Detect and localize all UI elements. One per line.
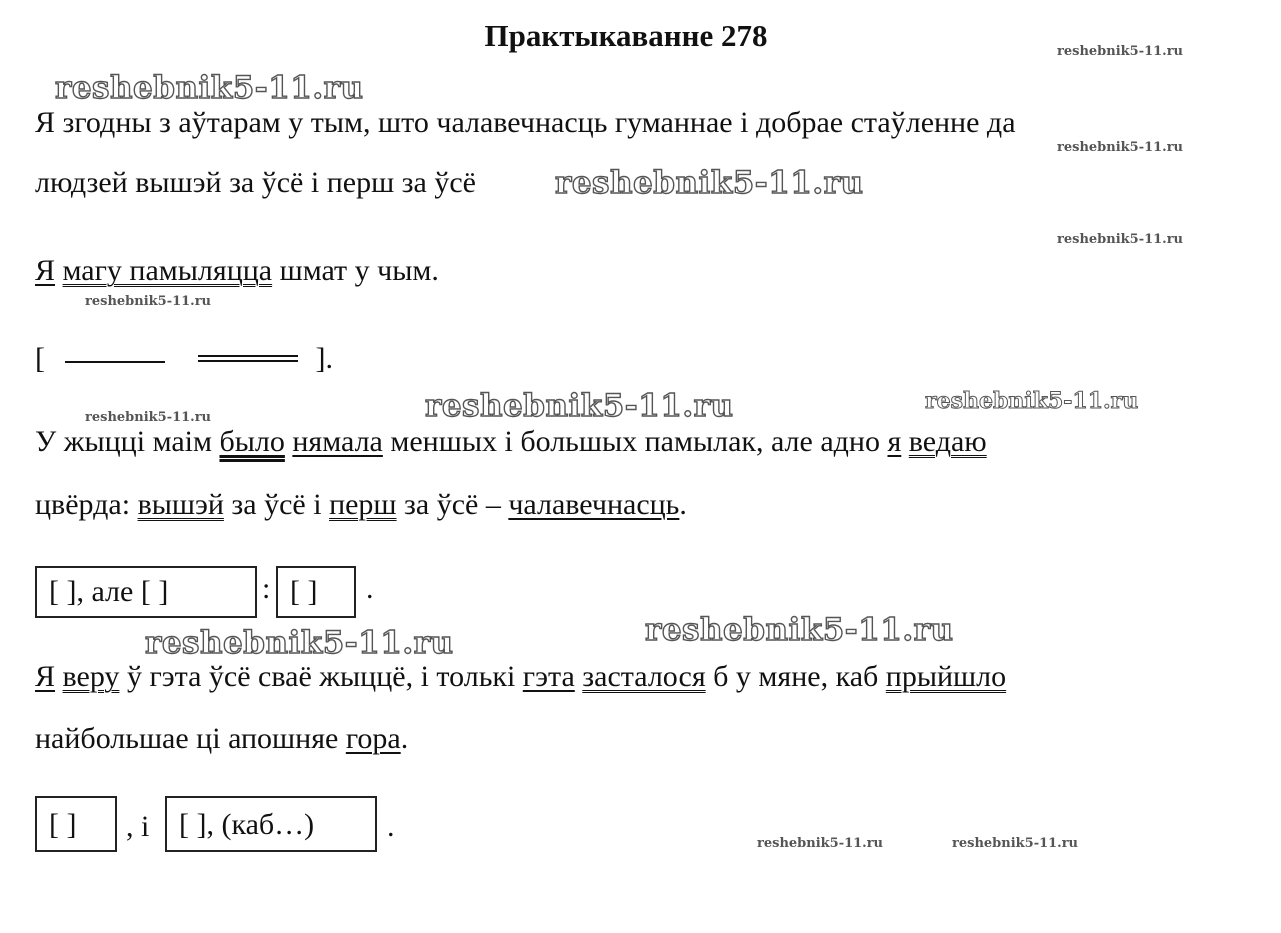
watermark-logo: reshebnik5-11.ru [425,388,734,424]
scheme-3-sep: , і [126,810,150,843]
watermark-logo: reshebnik5-11.ru [145,625,454,661]
predicate: засталося [582,660,706,693]
subject-line [65,361,165,363]
watermark-small: reshebnik5-11.ru [952,836,1079,851]
subject: я [887,425,902,458]
watermark-logo: reshebnik5-11.ru [645,612,954,648]
text: найбольшае ці апошняе [35,722,346,755]
predicate: прыйшло [885,660,1007,693]
text: цвёрда: [35,488,138,521]
scheme-2-box-2: [ ] [276,566,356,618]
watermark-small: reshebnik5-11.ru [757,836,884,851]
text-line-1: Я згодны з аўтарам у тым, што чалавечнасць гуманнае і добрае стаўленне да [35,106,1016,139]
sentence-2-line-1 [35,425,987,459]
text [55,660,63,693]
subject: Я [35,660,56,693]
sentence-3-line-1 [35,660,1006,694]
watermark-logo: reshebnik5-11.ru [555,165,864,201]
sentence-2-line-2 [35,488,687,522]
text: шмат у чым. [272,254,439,287]
watermark-small: reshebnik5-11.ru [1057,140,1184,155]
predicate: магу памыляцца [62,254,273,287]
bracket-open: [ [35,342,45,375]
scheme-2-end: . [366,572,374,605]
predicate: было [219,425,285,458]
text [901,425,909,458]
subject: Я [35,254,56,287]
watermark-small: reshebnik5-11.ru [1057,44,1184,59]
text: за ўсё – [396,488,509,521]
predicate: ведаю [908,425,987,458]
predicate-line [198,355,298,362]
predicate: веру [62,660,120,693]
text: за ўсё і [223,488,330,521]
text: . [400,722,409,755]
sentence-1 [35,254,439,288]
subject: чалавечнасць [508,488,680,521]
predicate: перш [329,488,397,521]
scheme-2-colon: : [262,572,271,605]
scheme-2-box-1: [ ], але [ ] [35,566,257,618]
text: б у мяне, каб [705,660,886,693]
text: ў гэта ўсё сваё жыццё, і толькі [119,660,523,693]
scheme-3-end: . [387,810,395,843]
watermark-small: reshebnik5-11.ru [85,294,212,309]
text-line-2: людзей вышэй за ўсё і перш за ўсё [35,166,476,199]
predicate: вышэй [137,488,224,521]
text: меншых і большых памылак, але адно [382,425,888,458]
bracket-close: ]. [315,342,333,375]
scheme-1 [35,342,333,376]
subject: гэта [522,660,575,693]
scheme-3-box-2: [ ], (каб…) [165,796,377,852]
scheme-3-box-1: [ ] [35,796,117,852]
watermark-small: reshebnik5-11.ru [1057,232,1184,247]
watermark-logo: reshebnik5-11.ru [925,388,1139,414]
page-title: Практыкаванне 278 [484,18,768,53]
text: . [679,488,687,521]
subject: нямала [292,425,383,458]
subject: гора [345,722,401,755]
text: У жыцці маім [35,425,220,458]
watermark-small: reshebnik5-11.ru [85,410,212,425]
watermark-logo: reshebnik5-11.ru [55,70,364,106]
sentence-3-line-2 [35,722,408,756]
